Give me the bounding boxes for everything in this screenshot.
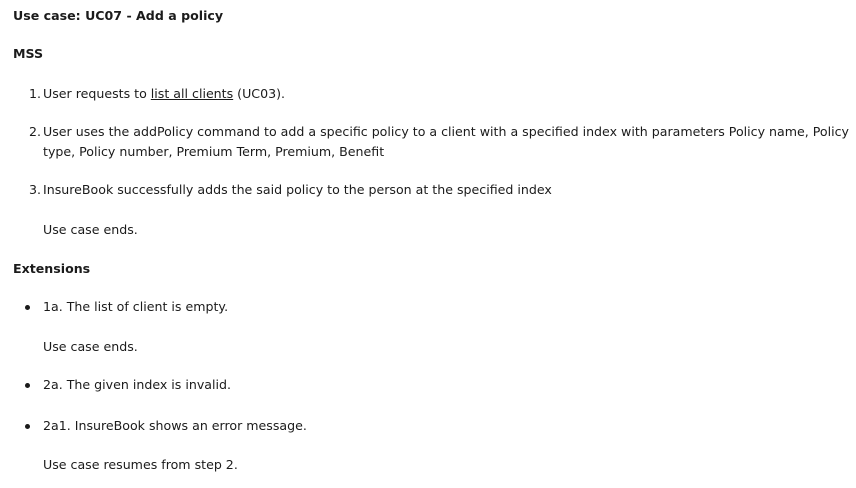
extension-item-2a <box>13 375 856 395</box>
extension-item-1a <box>13 297 856 317</box>
extension-end-note: Use case ends. <box>43 339 138 354</box>
mss-list <box>13 84 856 200</box>
bullet-icon <box>25 383 30 388</box>
mss-end-note: Use case ends. <box>43 222 138 237</box>
extension-text: 1a. The list of client is empty. <box>43 299 229 314</box>
extensions-list-2 <box>13 375 856 436</box>
step-text <box>43 84 856 104</box>
bullet-icon <box>25 424 30 429</box>
step-text: InsureBook successfully adds the said policy to the person at the specified index <box>43 182 552 197</box>
extension-text: 2a. The given index is invalid. <box>43 377 232 392</box>
step-number: 3. <box>29 182 42 197</box>
list-all-clients-link[interactable]: list all clients <box>150 86 234 101</box>
extension-text: 2a1. InsureBook shows an error message. <box>43 418 307 433</box>
mss-step-3 <box>13 180 856 200</box>
extensions-list <box>13 297 856 317</box>
extension-resume-note: Use case resumes from step 2. <box>43 457 238 472</box>
step-text: User uses the addPolicy command to add a specific policy to a client with a specified index with parameters Policy name, Policy type, Policy number, Premium Term, Premium, Benefit <box>43 124 849 159</box>
extension-item-2a1 <box>13 416 856 436</box>
mss-heading: MSS <box>13 46 44 61</box>
extensions-heading: Extensions <box>13 261 91 276</box>
page-title: Use case: UC07 - Add a policy <box>13 8 224 23</box>
mss-step-1 <box>13 84 856 104</box>
step-number: 1. <box>29 86 42 101</box>
step-number: 2. <box>29 124 42 139</box>
step-text-prefix: User requests to <box>43 86 151 101</box>
bullet-icon <box>25 305 30 310</box>
step-text-suffix: (UC03). <box>233 86 286 101</box>
mss-step-2 <box>13 122 856 162</box>
